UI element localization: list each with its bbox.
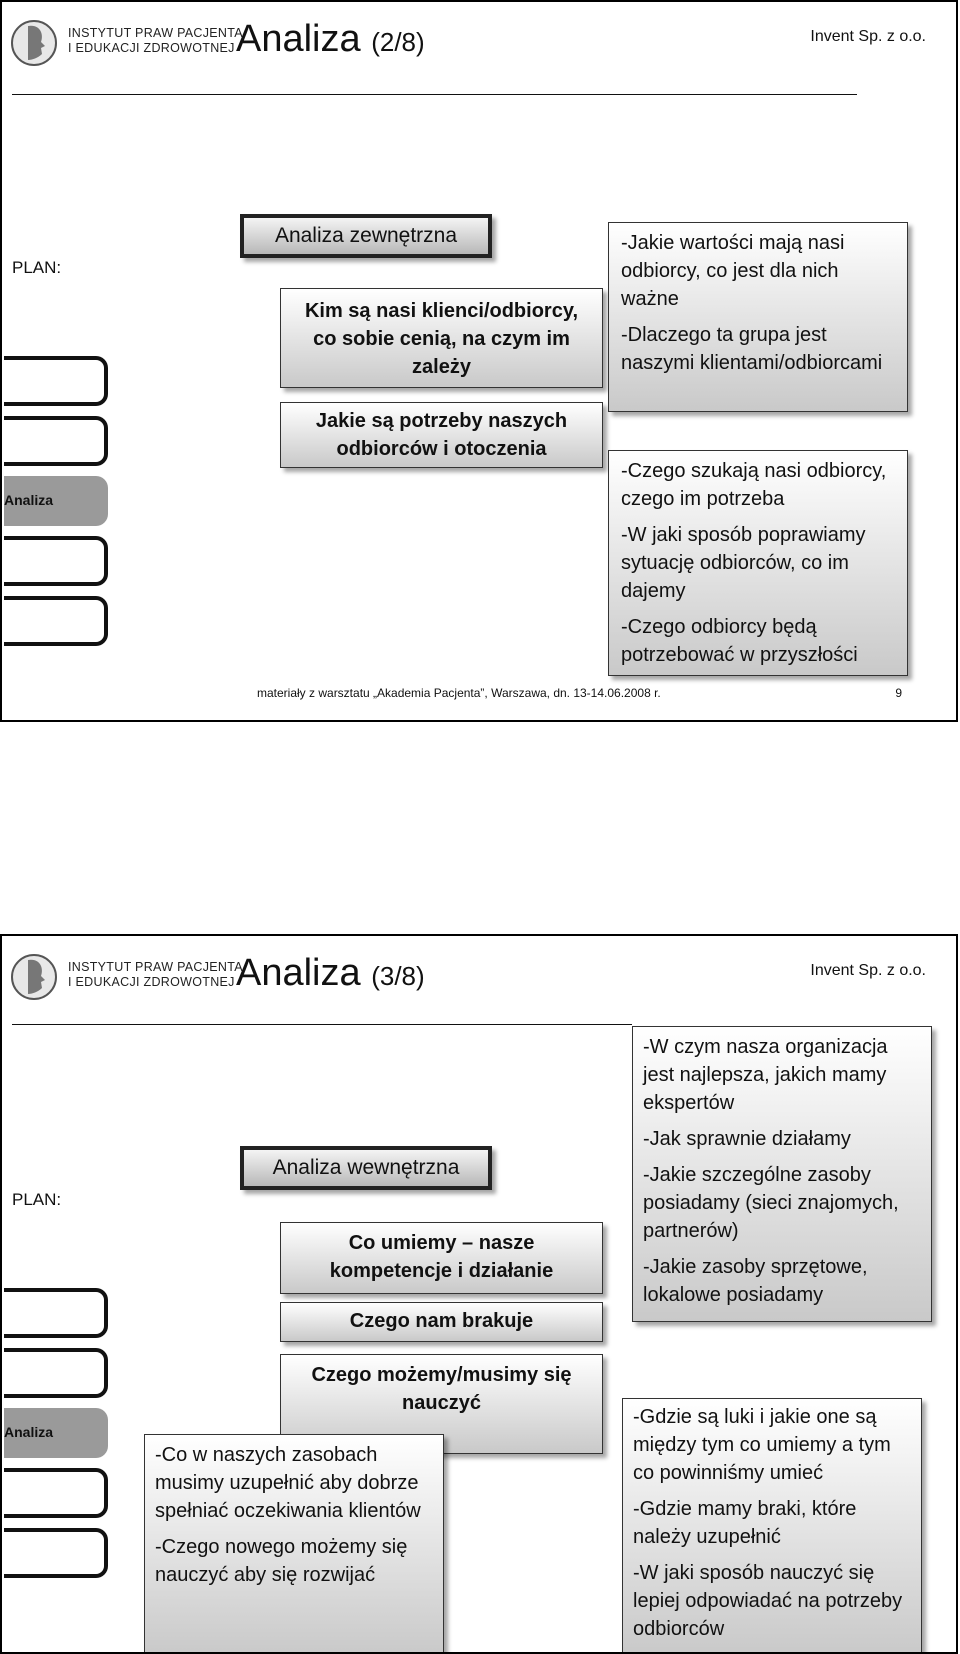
title-page-counter: (3/8) xyxy=(371,961,425,991)
question-item: -Czego szukają nasi odbiorcy, czego im potrzeba xyxy=(621,460,887,510)
slide-title xyxy=(236,18,425,61)
question-item: -Co w naszych zasobach musimy uzupełnić aby dobrze spełniać oczekiwania klientów xyxy=(155,1444,421,1522)
question-item: -Dlaczego ta grupa jest naszymi klientami/odbiorcami xyxy=(621,324,883,374)
company-name: Invent Sp. z o.o. xyxy=(810,28,926,45)
nav-tab-2[interactable] xyxy=(4,1348,108,1398)
nav-tab-1[interactable] xyxy=(4,1288,108,1338)
analysis-type-header: Analiza zewnętrzna xyxy=(240,214,492,258)
title-main: Analiza xyxy=(236,952,361,994)
slide-analiza-3 xyxy=(0,934,958,1654)
plan-label: PLAN: xyxy=(12,1190,62,1209)
institute-logo xyxy=(10,950,243,1006)
institute-logo xyxy=(10,16,243,72)
title-page-counter: (2/8) xyxy=(371,27,425,57)
logo-line-2: I EDUKACJI ZDROWOTNEJ xyxy=(68,41,235,55)
nav-tab-analiza-label: Analiza xyxy=(4,492,54,508)
nav-tab-4[interactable] xyxy=(4,536,108,586)
title-main: Analiza xyxy=(236,18,361,60)
question-item: -Jak sprawnie działamy xyxy=(643,1128,851,1150)
face-profile-icon xyxy=(10,16,58,70)
question-item: -Jakie wartości mają nasi odbiorcy, co jest dla nich ważne xyxy=(621,232,845,310)
nav-tab-5[interactable] xyxy=(4,596,108,646)
logo-line-2: I EDUKACJI ZDROWOTNEJ xyxy=(68,975,235,989)
slide-footer: materiały z warsztatu „Akademia Pacjenta”, Warszawa, dn. 13-14.06.2008 r. xyxy=(257,686,661,700)
question-item: -W jaki sposób poprawiamy sytuację odbiorców, co im dajemy xyxy=(621,524,866,602)
clients-question-box: Kim są nasi klienci/odbiorcy, co sobie cenią, na czym im zależy xyxy=(280,288,603,388)
needs-question-box: Jakie są potrzeby naszych odbiorców i otoczenia xyxy=(280,402,603,468)
question-item: -Jakie szczególne zasoby posiadamy (sieci znajomych, partnerów) xyxy=(643,1164,899,1242)
skill-gaps-box xyxy=(622,1398,922,1654)
nav-tab-analiza-label: Analiza xyxy=(4,1424,54,1440)
resource-gaps-box xyxy=(144,1434,444,1654)
logo-line-1: INSTYTUT PRAW PACJENTA xyxy=(68,960,243,974)
company-name: Invent Sp. z o.o. xyxy=(810,962,926,979)
question-item: -Gdzie są luki i jakie one są między tym co umiemy a tym co powinniśmy umieć xyxy=(633,1406,891,1484)
question-item: -Czego odbiorcy będą potrzebować w przyszłości xyxy=(621,616,858,666)
logo-text xyxy=(68,960,243,990)
nav-tab-2[interactable] xyxy=(4,416,108,466)
lack-box: Czego nam brakuje xyxy=(280,1302,603,1342)
nav-tab-4[interactable] xyxy=(4,1468,108,1518)
face-profile-icon xyxy=(10,950,58,1004)
page-number: 9 xyxy=(895,686,902,700)
question-item: -Jakie zasoby sprzętowe, lokalowe posiadamy xyxy=(643,1256,868,1306)
header-divider xyxy=(12,94,857,95)
competence-box: Co umiemy – nasze kompetencje i działanie xyxy=(280,1222,603,1294)
strengths-questions-box xyxy=(632,1026,932,1322)
plan-label: PLAN: xyxy=(12,258,62,277)
question-item: -Gdzie mamy braki, które należy uzupełnić xyxy=(633,1498,857,1548)
slide-analiza-2 xyxy=(0,0,958,722)
logo-line-1: INSTYTUT PRAW PACJENTA xyxy=(68,26,243,40)
header-divider xyxy=(12,1024,632,1025)
logo-text xyxy=(68,26,243,56)
question-item: -W jaki sposób nauczyć się lepiej odpowiadać na potrzeby odbiorców xyxy=(633,1562,903,1640)
learning-box: Czego możemy/musimy się nauczyć xyxy=(280,1354,603,1454)
nav-tab-5[interactable] xyxy=(4,1528,108,1578)
needs-questions-box xyxy=(608,450,908,676)
values-questions-box xyxy=(608,222,908,412)
question-item: -W czym nasza organizacja jest najlepsza, jakich mamy ekspertów xyxy=(643,1036,888,1114)
analysis-type-header: Analiza wewnętrzna xyxy=(240,1146,492,1190)
question-item: -Czego nowego możemy się nauczyć aby się rozwijać xyxy=(155,1536,408,1586)
nav-tab-1[interactable] xyxy=(4,356,108,406)
slide-title xyxy=(236,952,425,995)
